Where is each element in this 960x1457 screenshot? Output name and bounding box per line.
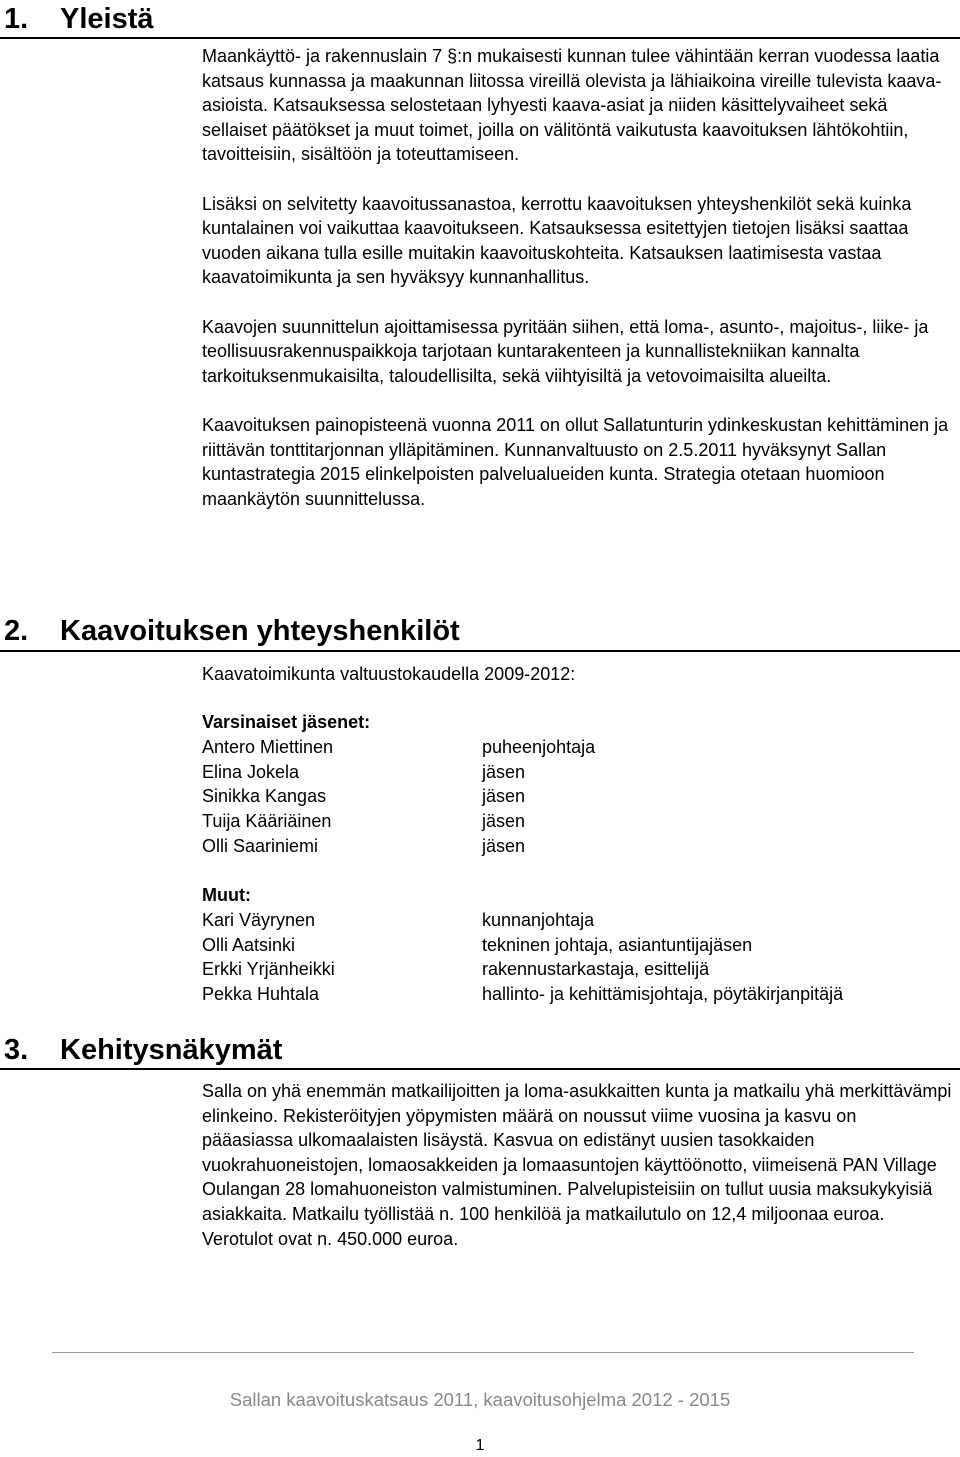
member-role: kunnanjohtaja [482,909,595,930]
member-row [202,809,952,834]
member-role: jäsen [482,786,526,807]
heading-rule [0,650,960,652]
member-name: Erkki Yrjänheikki [202,959,335,980]
member-name: Kari Väyrynen [202,909,316,930]
section-title: Kehitysnäkymät [60,1034,283,1066]
footer-title: Sallan kaavoituskatsaus 2011, kaavoitusohjelma 2012 - 2015 [229,1389,731,1410]
paragraph: Salla on yhä enemmän matkailijoitten ja loma-asukkaitten kunta ja matkailu yhä merkittävämpi elinkeino. Rekisteröityjen yöpymisten määrä on noussut viime vuosina ja kasvu on pääasiassa ulkomaalaisten lisäystä. Kasvua on edistänyt uusien tasokkaiden vuokrahuoneistojen, lomaosakkeiden ja lomaasuntojen käyttöönotto, viimeisenä PAN Village Oulangan 28 lomahuoneiston valmistuminen. Palvelupisteisiin on tullut uusia maksukykyisiä asiakkaita. Matkailu työllistää n. 100 henkilöä ja matkailutulo on 12,4 miljoonaa euroa. Verotulot ovat n. 450.000 euroa. [202,1081,952,1249]
paragraph: Kaavojen suunnittelun ajoittamisessa pyritään siihen, että loma-, asunto-, majoitus-, liike- ja teollisuusrakennuspaikkoja tarjotaan kuntarakenteen ja kunnallistekniikan kannalta tarkoituksenmukaisilta, taloudellisilta, sekä viihtyisiltä ja vetovoimaisilta alueilta. [202,316,929,386]
page-number: 1 [475,1437,485,1454]
regular-members-title: Varsinaiset jäsenet: [202,712,371,732]
other-members [202,883,952,1007]
member-name: Tuija Kääriäinen [202,811,332,832]
heading-rule [0,1068,960,1070]
member-role: puheenjohtaja [482,736,596,757]
member-role: jäsen [482,835,526,856]
member-role: tekninen johtaja, asiantuntijajäsen [482,934,753,955]
paragraph: Maankäyttö- ja rakennuslain 7 §:n mukaisesti kunnan tulee vähintään kerran vuodessa laatia katsaus kunnassa ja maakunnan liitossa vireillä olevista ja lähiaikoina vireille tulevista kaava-asioista. Katsauksessa selostetaan lyhyesti kaava-asiat ja niiden käsittelyvaiheet sekä sellaiset päätökset ja muut toimet, joilla on välitöntä vaikutusta kaavoituksen lähtökohtiin, tavoitteisiin, sisältöön ja toteuttamiseen. [202,46,942,165]
member-role: jäsen [482,761,526,782]
footer-rule [52,1352,914,1353]
section-title: Yleistä [60,3,154,35]
member-name: Sinikka Kangas [202,786,327,807]
kaavatoimikunta-intro: Kaavatoimikunta valtuustokaudella 2009-2012: [202,664,576,684]
section-number: 3. [4,1034,29,1066]
member-row [202,908,952,933]
member-row [202,957,952,982]
member-row [202,760,952,785]
section-number: 2. [4,615,29,647]
member-row [202,982,952,1007]
other-members-title: Muut: [202,885,251,905]
member-role: hallinto- ja kehittämisjohtaja, pöytäkirjanpitäjä [482,984,844,1005]
yleista-body [202,44,952,511]
member-name: Olli Saariniemi [202,835,319,856]
section-number: 1. [4,3,29,35]
member-name: Antero Miettinen [202,736,334,757]
section-title: Kaavoituksen yhteyshenkilöt [60,615,460,647]
member-row [202,735,952,760]
section-heading-yhteyshenkilot [4,614,460,648]
heading-rule [0,37,960,39]
member-name: Pekka Huhtala [202,984,320,1005]
member-role: jäsen [482,811,526,832]
member-row [202,834,952,859]
member-row [202,933,952,958]
section-heading-yleista [4,2,154,36]
member-name: Olli Aatsinki [202,934,296,955]
member-role: rakennustarkastaja, esittelijä [482,959,710,980]
member-row [202,784,952,809]
paragraph: Lisäksi on selvitetty kaavoitussanastoa, kerrottu kaavoituksen yhteyshenkilöt sekä kuinka kuntalainen voi vaikuttaa kaavoitukseen. Katsauksessa esitettyjen tietojen lisäksi saattaa vuoden aikana tulla esille muitakin kaavoituskohteita. Katsauksen laatimisesta vastaa kaavatoimikunta ja sen hyväksyy kunnanhallitus. [202,193,912,288]
kehitysnakymat-body [202,1079,952,1251]
regular-members [202,710,952,859]
member-name: Elina Jokela [202,761,300,782]
paragraph: Kaavoituksen painopisteenä vuonna 2011 on ollut Sallatunturin ydinkeskustan kehittäminen ja riittävän tonttitarjonnan ylläpitäminen. Kunnanvaltuusto on 2.5.2011 hyväksynyt Sallan kuntastrategia 2015 elinkelpoisten palvelualueiden kunta. Strategia otetaan huomioon maankäytön suunnittelussa. [202,414,949,509]
section-heading-kehitysnakymat [4,1033,282,1067]
